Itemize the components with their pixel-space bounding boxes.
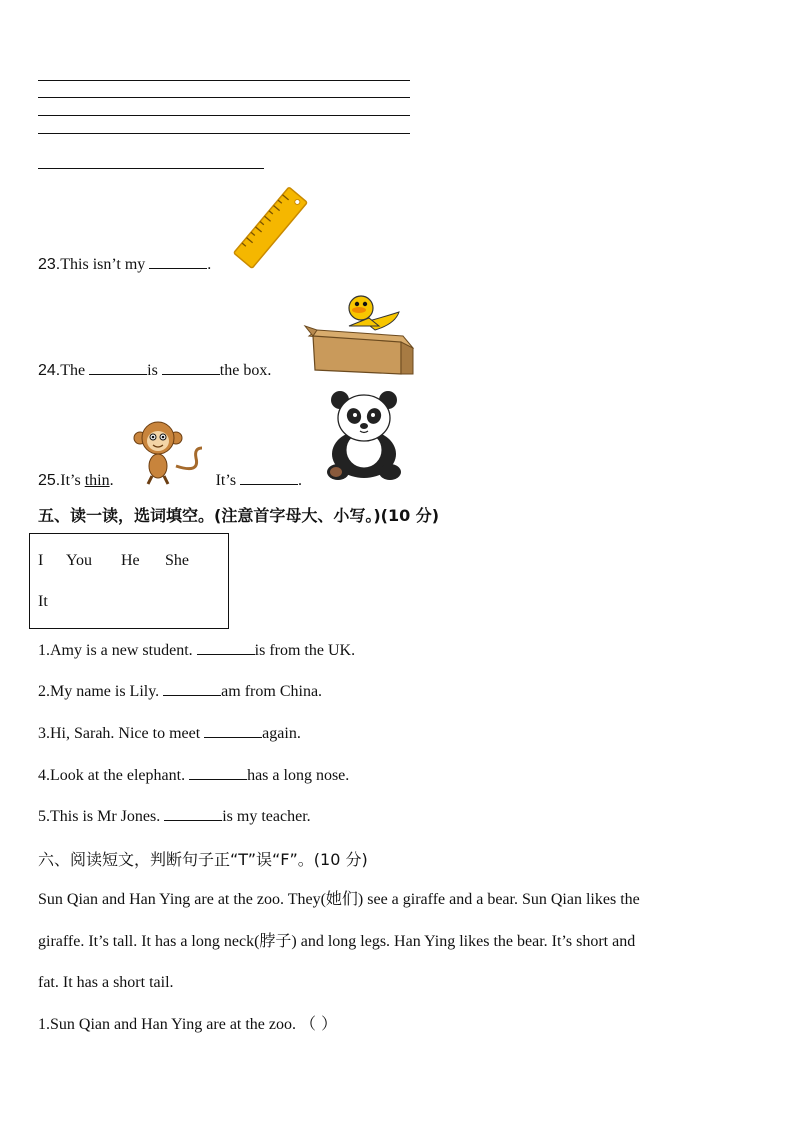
item-text: 5.This is Mr Jones.: [38, 808, 161, 825]
fill-item-4: [38, 765, 349, 786]
writing-line-2: [38, 97, 410, 98]
ruler-picture: [236, 188, 308, 270]
answer-blank[interactable]: [163, 681, 221, 696]
answer-blank-2[interactable]: [162, 360, 220, 375]
word-bank-item: I: [38, 552, 44, 569]
period: .: [109, 472, 114, 489]
writing-line-4: [38, 133, 410, 134]
writing-line-3: [38, 115, 410, 116]
panda-picture: [324, 388, 404, 482]
answer-blank[interactable]: [149, 254, 207, 269]
answer-blank[interactable]: [164, 806, 222, 821]
item-text: 3.Hi, Sarah. Nice to meet: [38, 725, 201, 742]
question-text: The: [60, 362, 86, 379]
question-number: 25.: [38, 472, 61, 489]
answer-parentheses[interactable]: （ ）: [300, 1014, 338, 1033]
question-number: 23.: [38, 256, 61, 273]
word-bank-item: It: [38, 593, 48, 610]
item-text: am from China.: [221, 683, 323, 700]
duck-in-box-picture: [303, 290, 417, 376]
underlined-word: thin: [84, 472, 110, 489]
question-text: It’s: [60, 472, 81, 489]
answer-blank[interactable]: [204, 723, 262, 738]
passage-line-2: giraffe. It’s tall. It has a long neck(脖子) and long legs. Han Ying likes the bear. It’s short and: [38, 932, 636, 950]
item-text: has a long nose.: [247, 767, 350, 784]
fill-item-2: [38, 681, 322, 702]
fill-item-3: [38, 723, 301, 744]
period: .: [207, 256, 212, 273]
period: .: [298, 472, 303, 489]
answer-blank[interactable]: [240, 470, 298, 485]
question-text: This isn’t my: [60, 256, 146, 273]
question-text: is: [147, 362, 158, 379]
writing-line-1: [38, 80, 410, 81]
section-5-heading: 五、读一读，选词填空。(注意首字母大、小写。)(10 分): [38, 506, 440, 525]
item-text: 4.Look at the elephant.: [38, 767, 186, 784]
item-text: is my teacher.: [222, 808, 311, 825]
word-bank-box: [29, 533, 229, 629]
reading-passage: [38, 879, 748, 1004]
question-text: the box.: [219, 362, 272, 379]
section-6-heading: 六、阅读短文，判断句子正“T”误“F”。(10 分): [38, 850, 368, 869]
item-text: again.: [262, 725, 301, 742]
item-text: 1.Amy is a new student.: [38, 642, 193, 659]
judge-item-1: [38, 1014, 337, 1035]
answer-blank-1[interactable]: [89, 360, 147, 375]
item-text: 2.My name is Lily.: [38, 683, 160, 700]
answer-blank[interactable]: [189, 765, 247, 780]
question-25: [38, 470, 302, 491]
passage-line-1: Sun Qian and Han Ying are at the zoo. They(她们) see a giraffe and a bear. Sun Qian likes the: [38, 891, 640, 908]
item-text: 1.Sun Qian and Han Ying are at the zoo.: [38, 1016, 297, 1033]
answer-blank[interactable]: [197, 640, 255, 655]
writing-line-5: [38, 168, 264, 169]
question-number: 24.: [38, 362, 61, 379]
question-text: It’s: [215, 472, 237, 489]
word-bank-item: You: [66, 552, 92, 569]
item-text: is from the UK.: [254, 642, 356, 659]
fill-item-5: [38, 806, 311, 827]
fill-item-1: [38, 640, 355, 661]
passage-line-3: fat. It has a short tail.: [38, 974, 174, 991]
word-bank-item: He: [121, 552, 140, 569]
question-23: [38, 254, 211, 275]
word-bank-item: She: [165, 552, 189, 569]
question-24: [38, 360, 271, 381]
